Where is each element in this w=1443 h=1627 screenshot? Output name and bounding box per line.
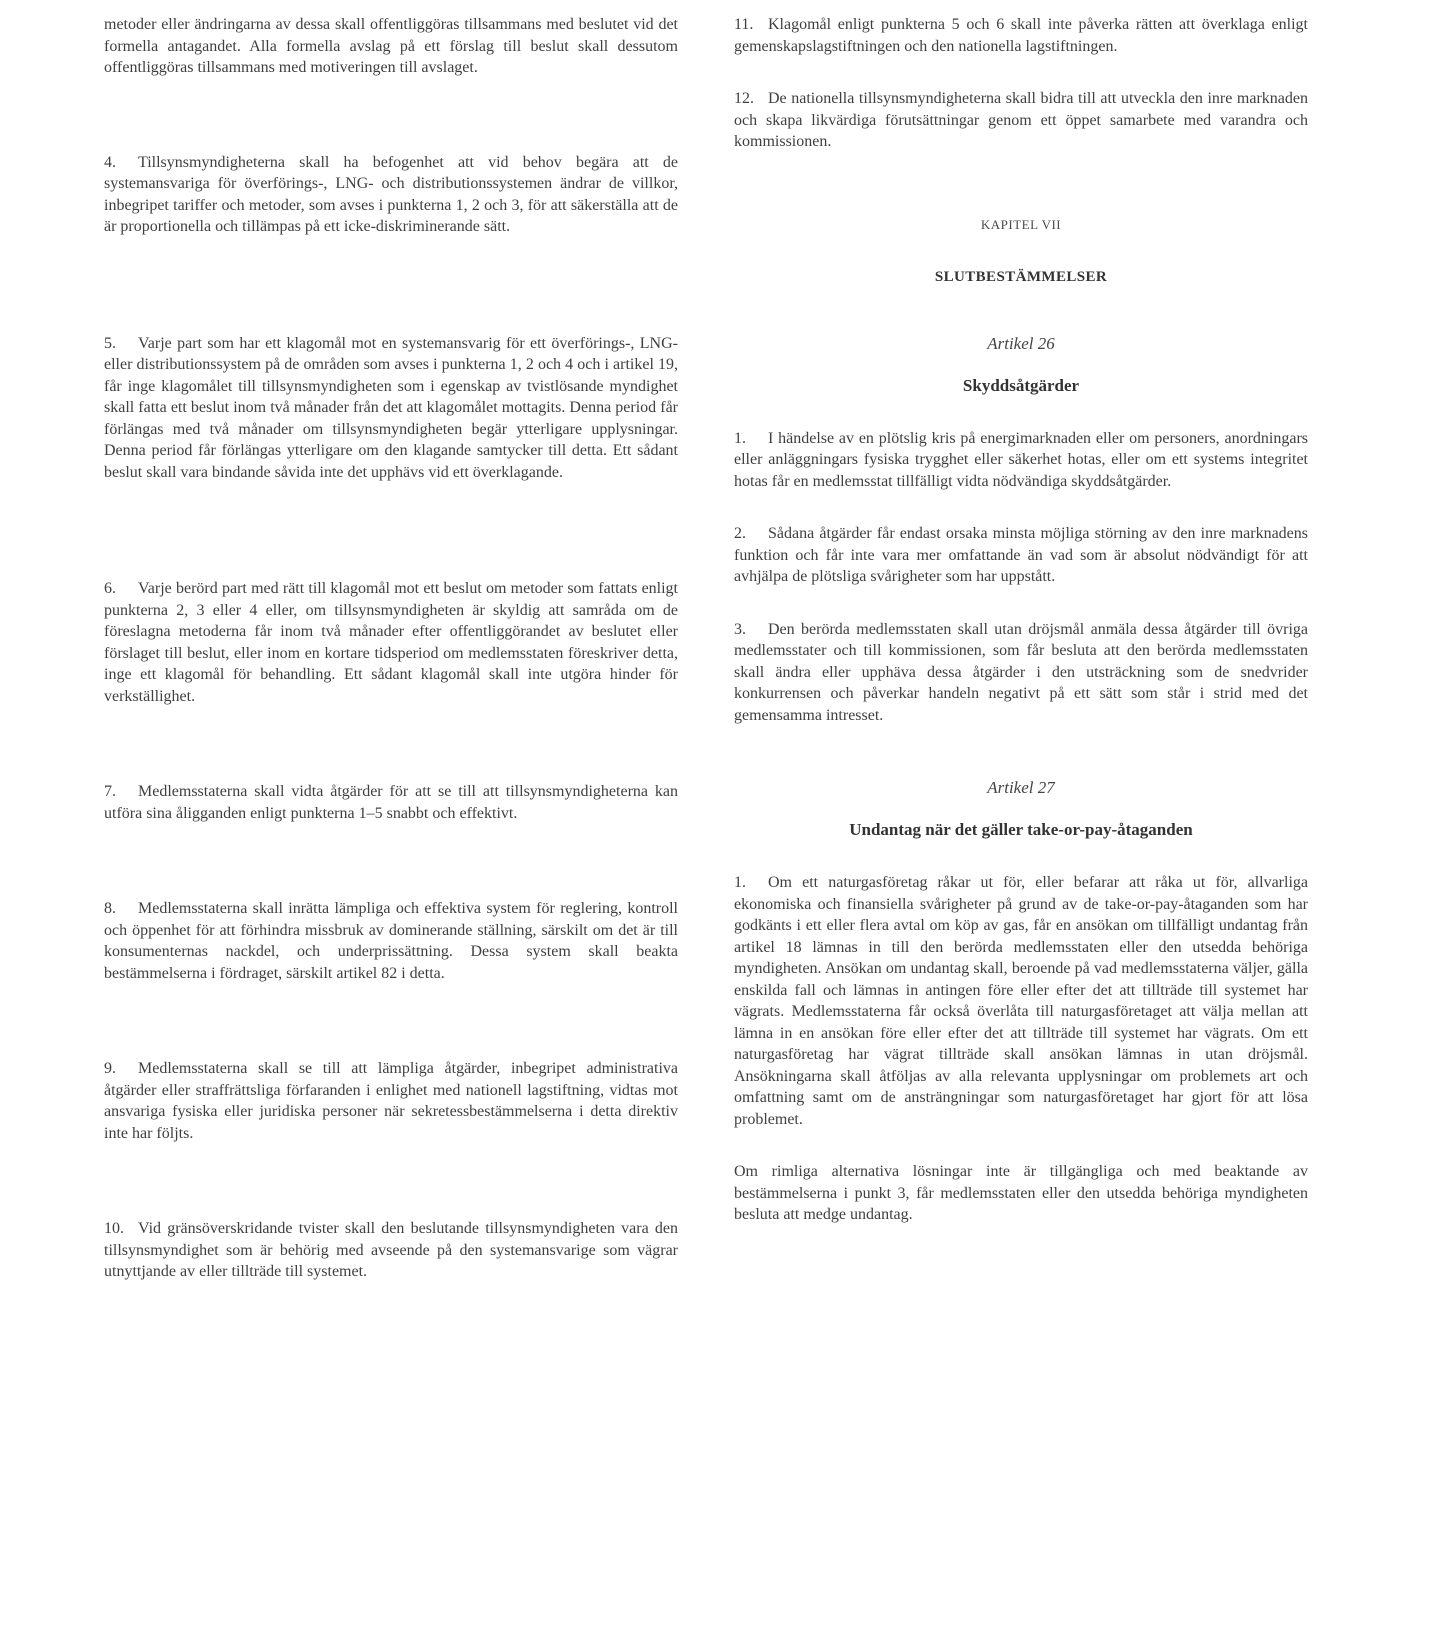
article-26-number: Artikel 26: [987, 333, 1055, 353]
right-column: [734, 14, 1308, 1226]
left-column: [104, 14, 678, 1283]
paragraph-number: 10.: [104, 1220, 124, 1237]
paragraph-text: Vid gränsöverskridande tvister skall den beslutande tillsynsmyndigheten vara den tillsynsmyndighet som är behörig med avseende på den systemansvarige som vägrar utnyttjande av eller tillträde till systemet.: [104, 1220, 678, 1280]
paragraph-number: 1.: [734, 429, 746, 447]
article-26-paragraph-2: [734, 523, 1308, 588]
paragraph-3-tail: metoder eller ändringarna av dessa skall offentliggöras tillsammans med beslutet vid det formella antagandet. Alla formella avslag på ett förslag till beslut skall dessutom offentliggöras tillsammans med motiveringen till avslaget.: [104, 16, 678, 76]
paragraph-text: Klagomål enligt punkterna 5 och 6 skall inte påverka rätten att överklaga enligt gemenskapslagstiftningen och den nationella lagstiftningen.: [734, 16, 1308, 55]
article-26-paragraph-3: [734, 619, 1308, 727]
paragraph-text: Tillsynsmyndigheterna skall ha befogenhet att vid behov begära att de systemansvariga för överförings-, LNG- och distributionssystemen ändrar de villkor, inbegripet tariffer och metoder, som avses i punkterna 1, 2 och 3, för att säkerställa att de är proportionella och tillämpas på ett icke-diskriminerande sätt.: [104, 153, 678, 235]
article-27-paragraph-1: [734, 872, 1308, 1130]
paragraph-number: 12.: [734, 90, 754, 107]
paragraph-11: [734, 14, 1308, 57]
paragraph-12: [734, 88, 1308, 153]
paragraph-9: [104, 1058, 678, 1144]
paragraph-8: [104, 898, 678, 984]
paragraph-4: [104, 152, 678, 238]
paragraph-text: Den berörda medlemsstaten skall utan dröjsmål anmäla dessa åtgärder till övriga medlemsstater och till kommissionen, som får besluta att den berörda medlemsstaten skall ändra eller upphäva dessa åtgärder i den utsträckning som de snedvrider konkurrensen och påverkar handeln negativt på ett sätt som står i strid med det gemensamma intresset.: [734, 620, 1308, 724]
paragraph-number: 6.: [104, 580, 116, 597]
chapter-heading: KAPITEL VII: [980, 216, 1062, 232]
paragraph-10: [104, 1218, 678, 1283]
paragraph-number: 5.: [104, 334, 116, 352]
paragraph-text: Medlemsstaterna skall inrätta lämpliga och effektiva system för reglering, kontroll och öppenhet för att förhindra missbruk av dominerande ställning, särskilt om det är till konsumenternas nackdel, och underprissättning. Dessa system skall beakta bestämmelserna i fördraget, särskilt artikel 82 i detta.: [104, 900, 678, 982]
paragraph-number: 3.: [734, 620, 746, 638]
paragraph-7: [104, 781, 678, 824]
paragraph-text: De nationella tillsynsmyndigheterna skall bidra till att utveckla den inre marknaden och skapa likvärdiga förutsättningar genom ett öppet samarbete med varandra och kommissionen.: [734, 90, 1308, 150]
paragraph-number: 1.: [734, 874, 746, 891]
article-26-title: Skyddsåtgärder: [962, 375, 1080, 395]
paragraph-text: I händelse av en plötslig kris på energimarknaden eller om personers, anordningars eller anläggningars fysiska trygghet eller säkerhet hotas, eller om ett systems integritet hotas får en medlemsstat tillfälligt vidta nödvändiga skyddsåtgärder.: [734, 429, 1308, 490]
article-26-paragraph-1: [734, 428, 1308, 493]
paragraph-text: Varje berörd part med rätt till klagomål mot ett beslut om metoder som fattats enligt punkterna 2, 3 eller 4 eller, om tillsynsmyndigheten är skyldig att samråda om de föreslagna metoderna får inom två månader efter offentliggörandet av beslutet eller förslaget till beslut, eller inom en kortare tidsperiod om medlemsstaten föreskriver detta, inge ett klagomål för behandling. Ett sådant klagomål skall inte utgöra hinder för verkställighet.: [104, 580, 678, 705]
paragraph-number: 7.: [104, 783, 116, 800]
paragraph-number: 2.: [734, 525, 746, 542]
paragraph-text: Om ett naturgasföretag råkar ut för, eller befarar att råka ut för, allvarliga ekonomiska och finansiella svårigheter på grund av de take-or-pay-åtaganden som har godkänts i ett eller flera avtal om köp av gas, får en ansökan om tillfälligt undantag från artikel 18 lämnas in till den berörda medlemsstaten eller den utsedda behöriga myndigheten. Ansökan om undantag skall, beroende på vad medlemsstaterna väljer, gälla enskilda fall och lämnas in antingen före eller efter det att tillträde till systemet har vägrats. Medlemsstaterna får också överlåta till naturgasföretaget att välja mellan att lämna in en ansökan före eller efter det att tillträde till systemet har vägrats. Om ett naturgasföretag har vägrat tillträde skall ansökan lämnas in utan dröjsmål. Ansökningarna skall åtföljas av alla relevanta upplysningar om problemets art och omfattning samt om de ansträngningar som naturgasföretaget har gjort för att lösa problemet.: [734, 874, 1308, 1128]
paragraph-number: 4.: [104, 153, 116, 171]
paragraph-text: Medlemsstaterna skall se till att lämpliga åtgärder, inbegripet administrativa åtgärder eller straffrättsliga förfaranden i enlighet med nationell lagstiftning, vidtas mot ansvariga fysiska eller juridiska personer när sekretessbestämmelserna i detta direktiv inte har följts.: [104, 1060, 678, 1142]
paragraph-text: Medlemsstaterna skall vidta åtgärder för att se till att tillsynsmyndigheterna kan utföra sina åligganden enligt punkterna 1–5 snabbt och effektivt.: [104, 783, 678, 822]
paragraph-6: [104, 578, 678, 707]
paragraph-text: Varje part som har ett klagomål mot en systemansvarig för ett överförings-, LNG- eller distributionssystem på de områden som avses i punkterna 1, 2 och 4 och i artikel 19, får inge klagomålet till tillsynsmyndigheten som i egenskap av tvistlösande myndighet skall fatta ett beslut inom två månader från det att klagomålet mottagits. Denna period får förlängas med två månader om tillsynsmyndigheten begär ytterligare upplysningar. Denna period får förlängas ytterligare om den klagande samtycker till detta. Ett sådant beslut skall vara bindande såvida inte det upphävs vid ett överklagande.: [104, 334, 678, 481]
chapter-title: SLUTBESTÄMMELSER: [934, 268, 1108, 285]
paragraph-number: 9.: [104, 1060, 116, 1077]
article-27-title: Undantag när det gäller take-or-pay-åtaganden: [849, 820, 1193, 839]
paragraph-number: 11.: [734, 16, 754, 33]
article-27-paragraph-2: Om rimliga alternativa lösningar inte är tillgängliga och med beaktande av bestämmelserna i punkt 3, får medlemsstaten eller den utsedda behöriga myndigheten besluta att medge undantag.: [734, 1163, 1308, 1223]
paragraph-number: 8.: [104, 900, 116, 917]
paragraph-text: Sådana åtgärder får endast orsaka minsta möjliga störning av den inre marknadens funktion och får inte vara mer omfattande än vad som är absolut nödvändigt för att avhjälpa de plötsliga svårigheter som har uppstått.: [734, 525, 1308, 585]
article-27-number: Artikel 27: [987, 778, 1055, 797]
paragraph-5: [104, 333, 678, 484]
